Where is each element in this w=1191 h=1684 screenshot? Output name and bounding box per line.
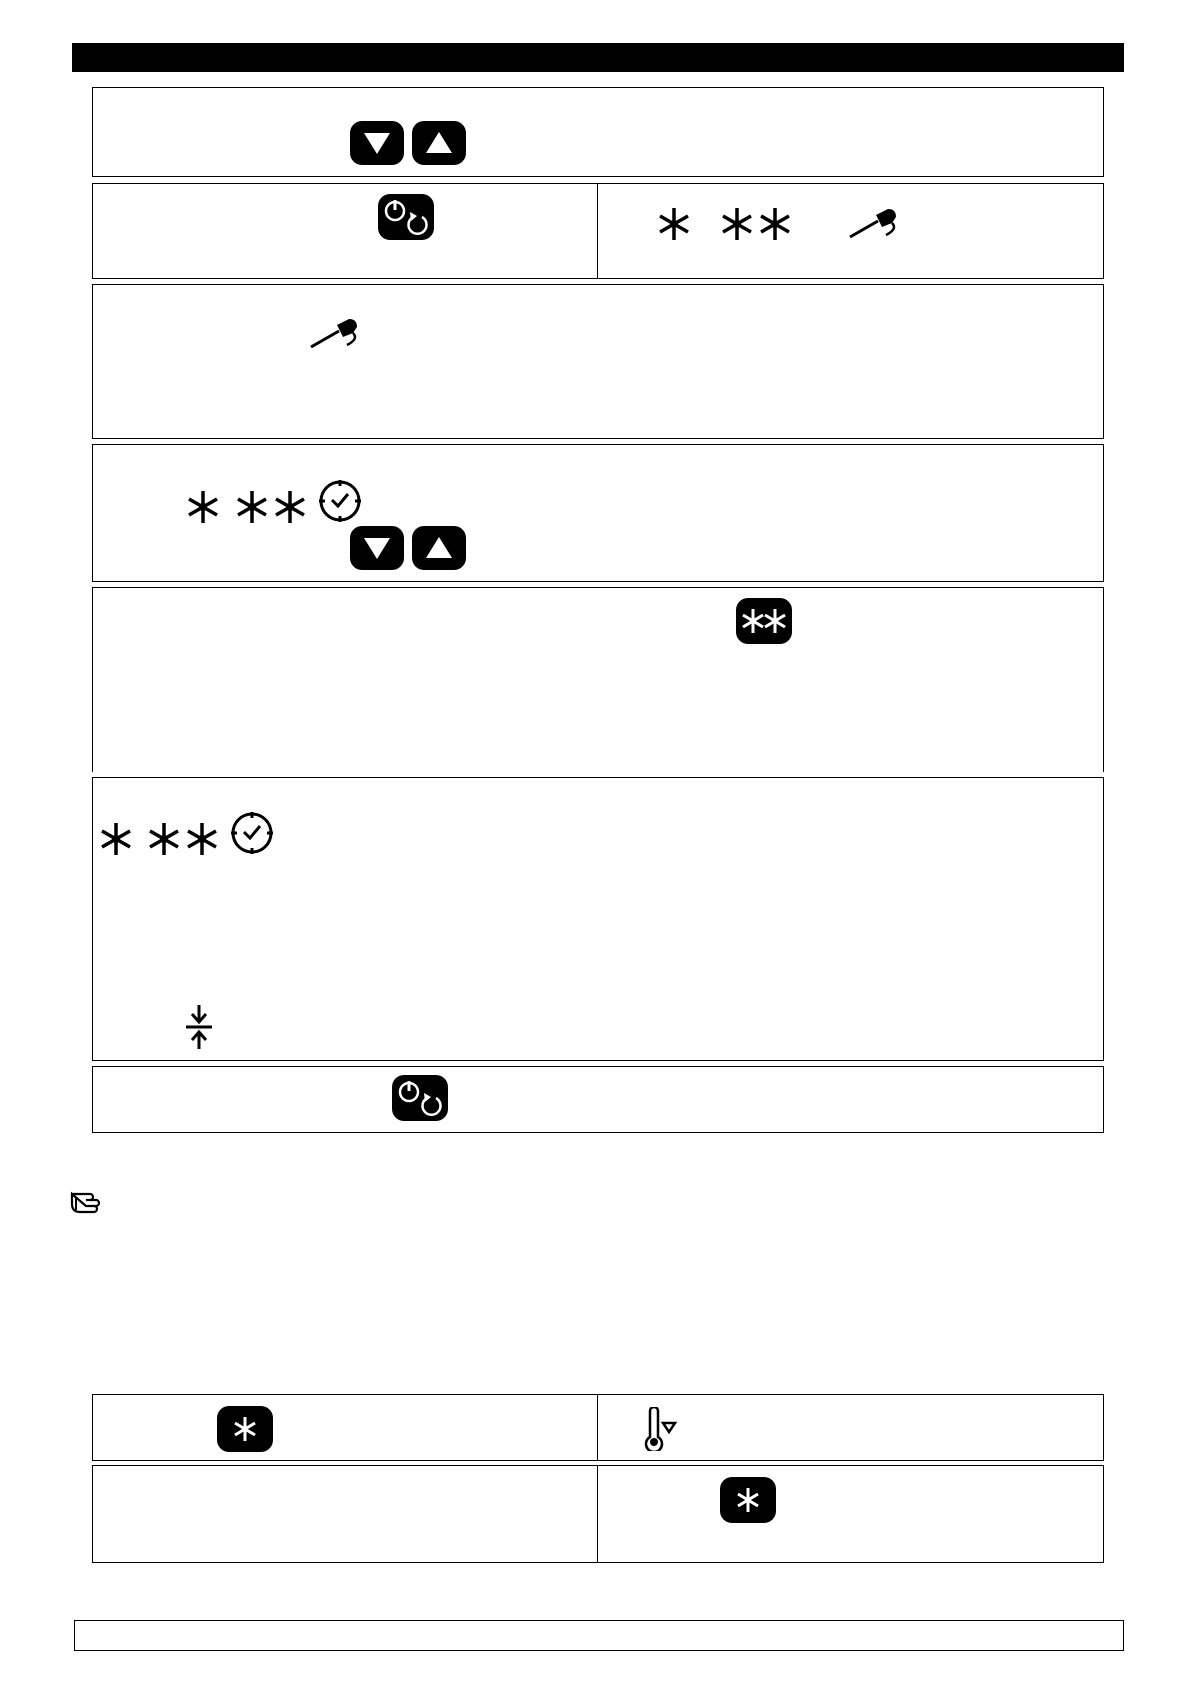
table-cell-2-1 xyxy=(92,1465,599,1563)
snowflake-icon xyxy=(97,820,135,858)
header-bar xyxy=(72,43,1124,72)
power-reset-key-icon[interactable] xyxy=(378,194,434,240)
snowflake-key-icon[interactable] xyxy=(217,1406,273,1452)
compress-arrows-icon xyxy=(184,1003,214,1051)
arrow-down-key-icon[interactable] xyxy=(350,526,404,570)
power-reset-key-icon[interactable] xyxy=(392,1075,448,1121)
footer-box xyxy=(74,1620,1124,1651)
arrow-up-key-icon[interactable] xyxy=(412,526,466,570)
pointing-hand-icon xyxy=(68,1186,102,1216)
double-snowflake-icon xyxy=(145,820,221,858)
probe-icon xyxy=(848,205,910,241)
double-snowflake-icon xyxy=(718,205,794,243)
step-box-2-left xyxy=(92,183,599,279)
probe-icon xyxy=(309,315,371,351)
table-cell-1-1 xyxy=(92,1394,599,1461)
clock-icon xyxy=(229,810,275,856)
snowflake-icon xyxy=(655,205,693,243)
thermometer-down-icon xyxy=(642,1407,678,1451)
step-box-1 xyxy=(92,87,1104,177)
arrow-down-key-icon[interactable] xyxy=(350,121,404,165)
step-box-3 xyxy=(92,284,1104,439)
clock-icon xyxy=(317,478,363,524)
step-box-5 xyxy=(92,587,1104,772)
arrow-up-key-icon[interactable] xyxy=(412,121,466,165)
double-snowflake-icon xyxy=(233,488,309,526)
snowflake-key-icon[interactable] xyxy=(720,1477,776,1523)
snowflake-icon xyxy=(184,488,222,526)
table-cell-2-2 xyxy=(597,1465,1104,1563)
step-box-7 xyxy=(92,1066,1104,1133)
double-snowflake-key-icon[interactable] xyxy=(736,598,792,644)
